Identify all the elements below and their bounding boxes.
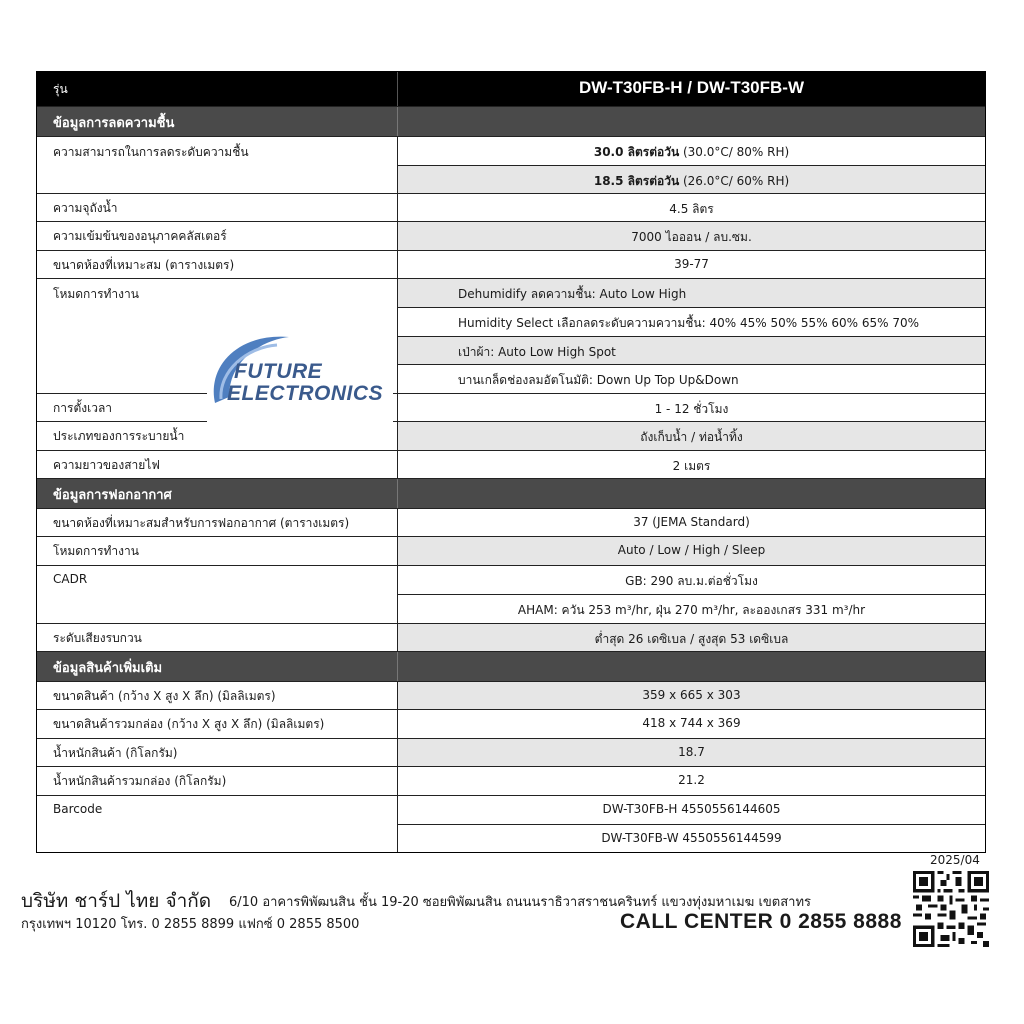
row-label: ความเข้มข้นของอนุภาคคลัสเตอร์ (37, 222, 398, 250)
room-row (37, 250, 985, 278)
logo-text-line2: ELECTRONICS (227, 382, 384, 405)
date-label: 2025/04 (930, 853, 980, 867)
capacity-value-2: 18.5 ลิตรต่อวัน (26.0°C/ 60% RH) (398, 165, 985, 193)
row-value: 18.7 (398, 739, 985, 766)
barcode-value-1: DW-T30FB-H 4550556144605 (602, 802, 781, 816)
row-label: น้ำหนักสินค้า (กิโลกรัม) (37, 739, 398, 766)
spec-table (36, 71, 986, 853)
row-label: ความจุถังน้ำ (37, 194, 398, 221)
row-label: ขนาดสินค้า (กว้าง X สูง X ลึก) (มิลลิเมตร) (37, 682, 398, 709)
dehumidify-modes-row (37, 278, 985, 393)
address-line-2: กรุงเทพฯ 10120 โทร. 0 2855 8899 แฟกซ์ 0 2855 8500 (21, 917, 360, 932)
tank-row (37, 193, 985, 221)
air-room-row (37, 508, 985, 536)
call-center: CALL CENTER 0 2855 8888 (620, 910, 902, 933)
row-value: Auto / Low / High / Sleep (398, 537, 985, 565)
row-label: CADR (37, 566, 398, 623)
barcode-value-2: DW-T30FB-W 4550556144599 (398, 824, 985, 852)
model-value: DW-T30FB-H / DW-T30FB-W (578, 78, 804, 97)
row-label: Barcode (37, 796, 398, 852)
cord-row (37, 450, 985, 478)
qr-code-icon (913, 871, 989, 947)
row-value: 4.5 ลิตร (669, 202, 714, 216)
row-label: การตั้งเวลา (37, 394, 398, 421)
section-title: ข้อมูลการฟอกอากาศ (37, 479, 398, 508)
row-value: 21.2 (678, 773, 705, 787)
row-label: โหมดการทำงาน (37, 279, 398, 393)
row-label: ความยาวของสายไฟ (37, 451, 398, 478)
row-label: ประเภทของการระบายน้ำ (37, 422, 398, 450)
row-label: ความสามารถในการลดระดับความชื้น (37, 137, 398, 193)
weight-row (37, 738, 985, 766)
row-label: น้ำหนักสินค้ารวมกล่อง (กิโลกรัม) (37, 767, 398, 795)
mode-item: เป่าผ้า: Auto Low High Spot (398, 336, 985, 364)
timer-row (37, 393, 985, 421)
row-value: ถังเก็บน้ำ / ท่อน้ำทิ้ง (398, 422, 985, 450)
row-label: ขนาดห้องที่เหมาะสม (ตารางเมตร) (37, 251, 398, 278)
mode-item: Dehumidify ลดความชื้น: Auto Low High (398, 279, 985, 307)
company-name: บริษัท ชาร์ป ไทย จำกัด (21, 890, 212, 912)
cadr-row (37, 565, 985, 623)
section-dehumidify (37, 106, 985, 136)
box-size-row (37, 709, 985, 738)
cadr-value-2: AHAM: ควัน 253 m³/hr, ฝุ่น 270 m³/hr, ละอองเกสร 331 m³/hr (398, 594, 985, 623)
section-title: ข้อมูลสินค้าเพิ่มเติม (37, 652, 398, 681)
row-value: 37 (JEMA Standard) (633, 515, 750, 529)
cluster-row (37, 221, 985, 250)
future-electronics-logo (207, 279, 393, 450)
row-value: 7000 ไอออน / ลบ.ซม. (398, 222, 985, 250)
row-value: 2 เมตร (672, 459, 711, 473)
box-weight-row (37, 766, 985, 795)
capacity-row (37, 136, 985, 193)
row-value: 1 - 12 ชั่วโมง (654, 402, 729, 416)
row-label: ขนาดห้องที่เหมาะสมสำหรับการฟอกอากาศ (ตารางเมตร) (37, 509, 398, 536)
section-title: ข้อมูลการลดความชื้น (37, 107, 398, 136)
cadr-value-1: GB: 290 ลบ.ม.ต่อชั่วโมง (625, 574, 758, 588)
model-label: รุ่น (37, 72, 398, 106)
barcode-row (37, 795, 985, 852)
section-product (37, 651, 985, 681)
capacity-value-1: 30.0 ลิตรต่อวัน (30.0°C/ 80% RH) (593, 145, 790, 159)
row-label: โหมดการทำงาน (37, 537, 398, 565)
section-air-purify (37, 478, 985, 508)
size-row (37, 681, 985, 709)
row-label: ระดับเสียงรบกวน (37, 624, 398, 651)
row-value: 418 x 744 x 369 (642, 716, 741, 730)
table-header-row (37, 72, 985, 106)
drain-row (37, 421, 985, 450)
row-value: ต่ำสุด 26 เดซิเบล / สูงสุด 53 เดซิเบล (398, 624, 985, 651)
row-value: 359 x 665 x 303 (398, 682, 985, 709)
mode-item: บานเกล็ดช่องลมอัตโนมัติ: Down Up Top Up&Down (398, 364, 985, 393)
noise-row (37, 623, 985, 651)
row-label: ขนาดสินค้ารวมกล่อง (กว้าง X สูง X ลึก) (มิลลิเมตร) (37, 710, 398, 738)
logo-text-line1: FUTURE (234, 360, 323, 383)
address-line-1: 6/10 อาคารพิพัฒนสิน ชั้น 19-20 ซอยพิพัฒนสิน ถนนนราธิวาสราชนครินทร์ แขวงทุ่งมหาเมฆ เขตสาทร (229, 895, 811, 910)
row-value: 39-77 (674, 257, 709, 271)
air-modes-row (37, 536, 985, 565)
mode-item: Humidity Select เลือกลดระดับความความชื้น: 40% 45% 50% 55% 60% 65% 70% (398, 307, 985, 336)
